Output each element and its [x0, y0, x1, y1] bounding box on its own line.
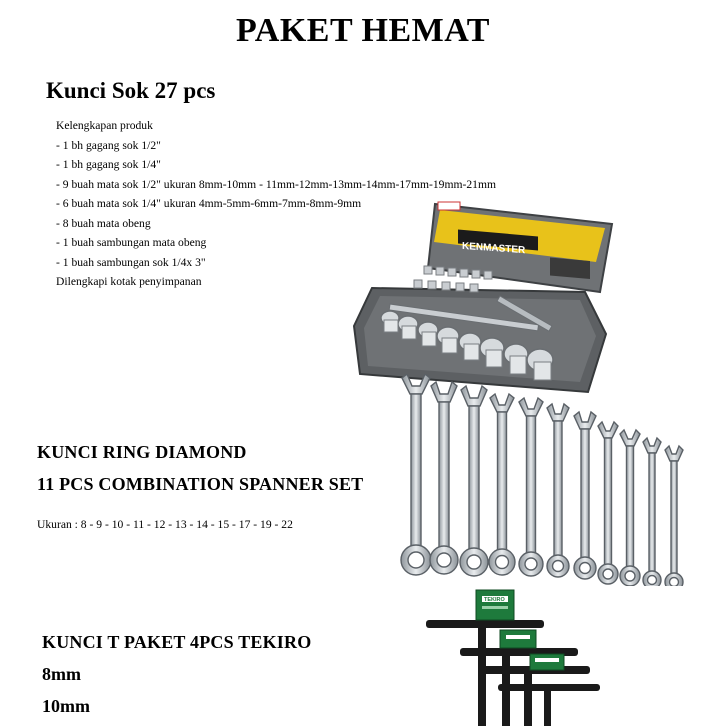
detail-line: - 1 buah sambungan mata obeng: [56, 236, 207, 249]
detail-line: - 1 buah sambungan sok 1/4x 3": [56, 255, 206, 269]
detail-line: - 1 bh gagang sok 1/2": [56, 138, 161, 152]
detail-line: - 1 bh gagang sok 1/4": [56, 158, 161, 171]
detail-line: Kelengkapan produk: [56, 119, 153, 132]
tekiro-brand-label: TEKIRO: [484, 597, 505, 603]
spanner-set-image: [394, 374, 694, 586]
detail-line: - 6 buah mata sok 1/4" ukuran 4mm-5mm-6mm-7mm-8mm-9mm: [56, 197, 362, 210]
t-wrench-size-8mm: 8mm: [42, 664, 81, 684]
spanners: [401, 374, 683, 586]
detail-line: Dilengkapi kotak penyimpanan: [56, 275, 202, 288]
ring-set-title-line2: 11 PCS COMBINATION SPANNER SET: [37, 474, 364, 494]
t-wrench-image: [420, 588, 606, 726]
ring-set-sizes: Ukuran : 8 - 9 - 10 - 11 - 12 - 13 - 14 - 15 - 17 - 19 - 22: [37, 518, 293, 531]
detail-line: - 9 buah mata sok 1/2" ukuran 8mm-10mm - 11mm-12mm-13mm-14mm-17mm-19mm-21mm: [56, 177, 496, 191]
socket-set-title: Kunci Sok 27 pcs: [46, 78, 216, 103]
page-title: PAKET HEMAT: [236, 12, 490, 49]
detail-line: - 8 buah mata obeng: [56, 216, 151, 230]
box-brand-label: KENMASTER: [462, 240, 526, 257]
t-wrench-size-10mm: 10mm: [42, 696, 90, 716]
socket-set-case-image: [350, 196, 618, 396]
ring-set-title-line1: KUNCI RING DIAMOND: [37, 442, 247, 462]
t-wrench-title: KUNCI T PAKET 4PCS TEKIRO: [42, 632, 312, 652]
